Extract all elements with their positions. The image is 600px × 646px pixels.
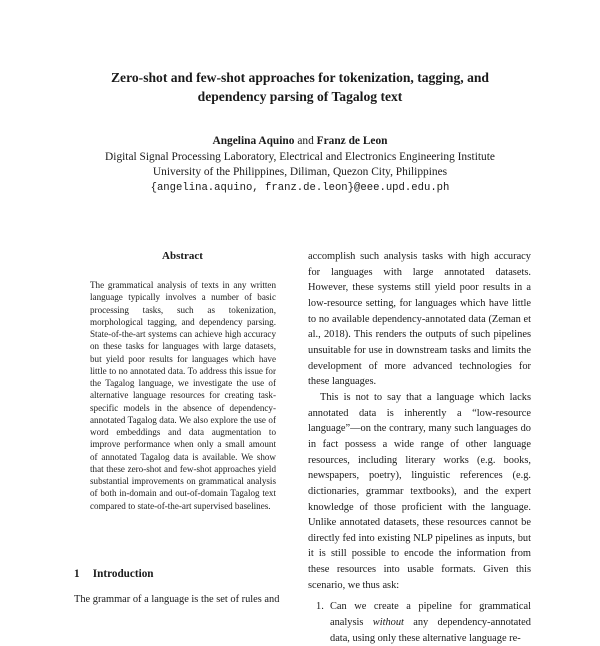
list-item: [308, 599, 531, 646]
affiliation-line-2: University of the Philippines, Diliman, Quezon City, Philippines: [152, 166, 448, 179]
author-1: Angelina Aquino: [212, 135, 295, 147]
list-text-emphasis: without: [372, 617, 404, 629]
title-line-2: dependency parsing of Tagalog text: [197, 89, 403, 104]
paragraph-1: accomplish such analysis tasks with high accuracy for languages with large annotated datasets. However, these systems still yield poor results in a low-resource setting, for languages which have little to no available dependency-annotated data (Zeman et al., 2018). This renders the outputs of such pipelines unsuitable for use in downstream tasks and limits the development of more advanced technologies for these languages.: [308, 251, 531, 388]
author-conjunction: and: [297, 135, 314, 147]
abstract-heading: Abstract: [162, 250, 203, 262]
paper-title: [60, 68, 540, 106]
author-block: [60, 134, 540, 196]
paragraph-2: This is not to say that a language which lacks annotated data is inherently a “low-resource language”—on the contrary, many such languages do in fact possess a wide range of other language resources, including literary works (e.g. books, newspapers, poetry), linguistic references (e.g. dictionaries, grammar textbooks), and the expert knowledge of those proficient with the language. Unlike annotated datasets, these resources cannot be directly fed into existing NLP pipelines as inputs, but it is still possible to encode the information from these resources into usable formats. Given this scenario, we thus ask:: [308, 391, 531, 591]
author-2: Franz de Leon: [316, 135, 388, 147]
list-text-end: any dependency-annotated data, using only these alternative language re-: [330, 617, 531, 644]
section-number: 1: [74, 568, 80, 580]
author-email: {angelina.aquino, franz.de.leon}@eee.upd.edu.ph: [150, 181, 450, 194]
intro-first-line: The grammar of a language is the set of rules and: [74, 594, 280, 605]
list-marker: 1.: [316, 601, 324, 613]
list-text-start: Can we create a pipeline for grammatical analysis: [330, 601, 531, 629]
section-heading-introduction: [74, 568, 154, 580]
section-title: Introduction: [92, 568, 154, 580]
title-line-1: Zero-shot and few-shot approaches for tokenization, tagging, and: [110, 70, 489, 85]
author-names: [60, 134, 540, 150]
right-column: [308, 249, 531, 646]
abstract-text: The grammatical analysis of texts in any written language typically involves a number of basic processing tasks, such as tokenization, morphological tagging, and dependency parsing. State-of-the-art systems can achieve high accuracy on these tasks for languages with large datasets, but yield poor results for languages which have little to no annotated data. To address this issue for the Tagalog language, we investigate the use of alternative language resources for creating task-specific models in the absence of dependency-annotated Tagalog data. We also explore the use of word embeddings and data augmentation to improve performance when only a small amount of annotated Tagalog data is available. We show that these zero-shot and few-shot approaches yield substantial improvements on grammatical analysis of both in-domain and out-of-domain Tagalog text compared to state-of-the-art supervised baselines.: [90, 280, 276, 511]
affiliation-line-1: Digital Signal Processing Laboratory, Electrical and Electronics Engineering Institute: [105, 150, 495, 163]
